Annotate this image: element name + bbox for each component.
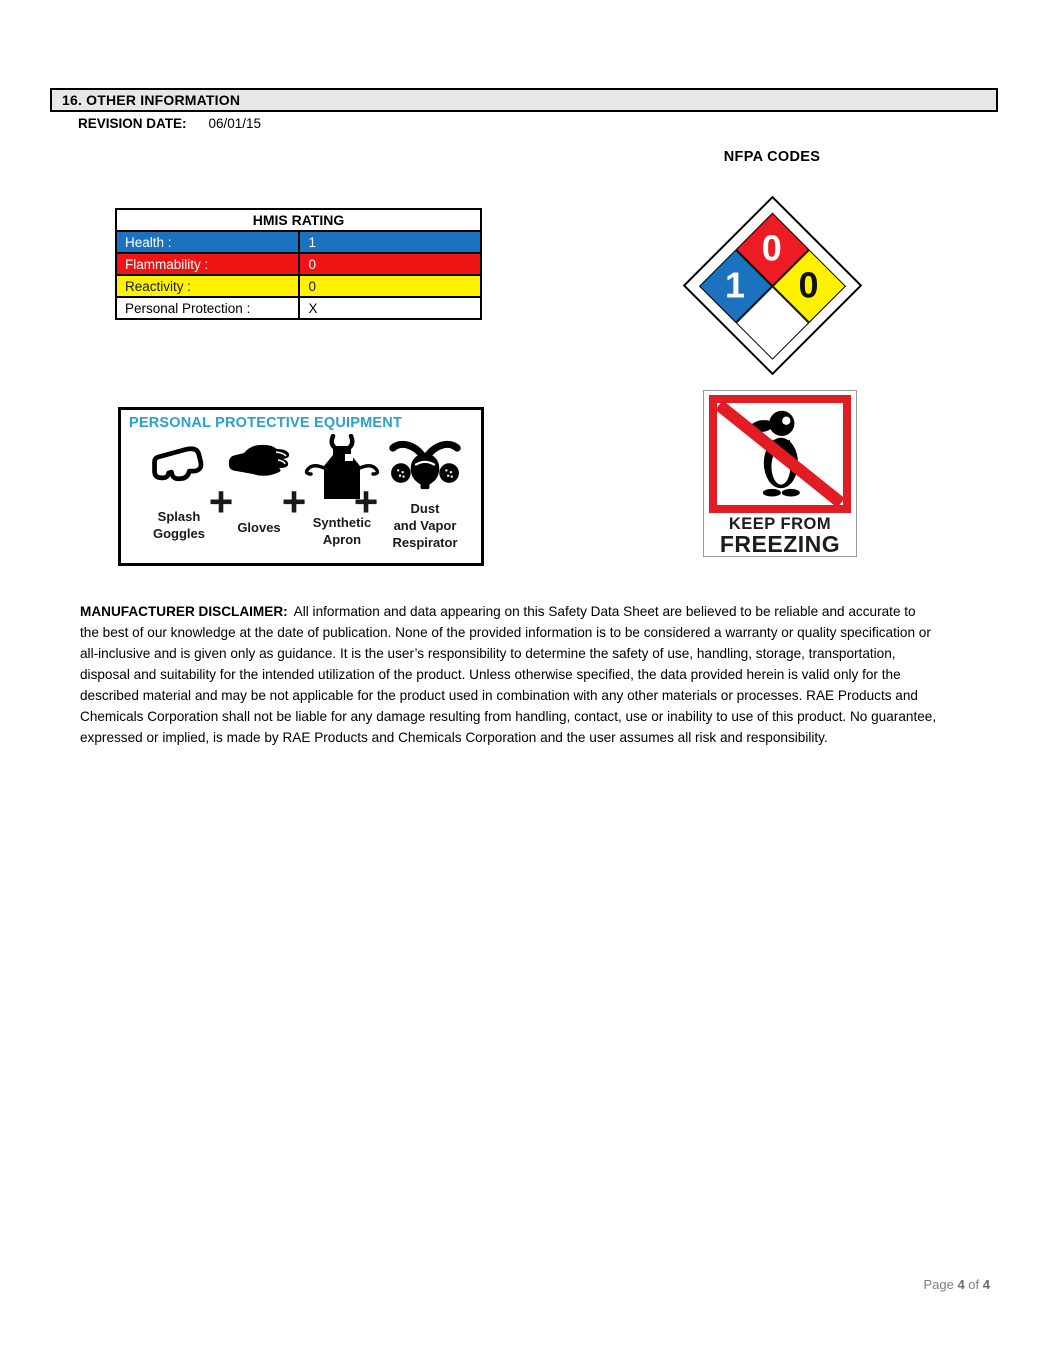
disclaimer-text: All information and data appearing on this Safety Data Sheet are believed to be reliable and accurate to the best of our knowledge at the date of publication. None of the provided information is to be considered a warranty or quality specification or all-inclusive and is given only as guidance. It is the user’s responsibility to determine the safety of use, handling, storage, transportation, disposal and suitability for the intended utilization of the product. Unless otherwise specified, the data provided herein is valid only for the described material and may be not applicable for the product used in combination with any other materials or processes. RAE Products and Chemicals Corporation shall not be liable for any damage resulting from handling, contact, use or inability to use of this product. No guarantee, expressed or implied, is made by RAE Products and Chemicals Corporation and the user assumes all risk and responsibility. <box>80 604 937 745</box>
hmis-health-value: 1 <box>299 231 482 253</box>
nfpa-diamond-outer <box>682 195 862 375</box>
freezing-line1: KEEP FROM <box>728 515 832 533</box>
ppe-label-splash-goggles: Splash Goggles <box>152 509 205 541</box>
plus-sign: + <box>281 478 307 525</box>
ppe-title: PERSONAL PROTECTIVE EQUIPMENT <box>129 415 403 431</box>
ppe-label-synthetic-apron: Synthetic Apron <box>312 515 372 547</box>
manufacturer-disclaimer <box>80 601 938 748</box>
section-header-bar <box>50 88 998 112</box>
hmis-row-personal-protection <box>116 297 481 319</box>
gloves-icon <box>226 440 292 482</box>
page-current: 4 <box>957 1277 965 1292</box>
ppe-item-respirator <box>377 440 473 551</box>
disclaimer-label: MANUFACTURER DISCLAIMER: <box>80 604 288 619</box>
revision-date-label: REVISION DATE: <box>78 116 187 131</box>
freezing-text <box>704 515 856 556</box>
hmis-personal-protection-label: Personal Protection : <box>116 297 299 319</box>
ppe-label-respirator: Dust and Vapor Respirator <box>392 501 458 550</box>
hmis-personal-protection-value: X <box>299 297 482 319</box>
plus-sign: + <box>353 478 379 525</box>
nfpa-health-value: 1 <box>725 264 746 305</box>
splash-goggles-icon <box>147 443 211 488</box>
hmis-rating-table <box>115 208 482 320</box>
revision-date-value: 06/01/15 <box>208 116 262 131</box>
page-number: Page 4 of 4 <box>923 1277 990 1292</box>
nfpa-diamond <box>681 194 863 376</box>
respirator-icon <box>384 440 466 490</box>
revision-date-row <box>78 116 261 131</box>
section-header-text: 16. OTHER INFORMATION <box>62 92 241 108</box>
nfpa-codes-title: NFPA CODES <box>723 149 821 165</box>
ppe-label-gloves: Gloves <box>237 520 281 535</box>
freezing-line2: FREEZING <box>719 531 841 557</box>
hmis-title: HMIS RATING <box>116 209 481 231</box>
hmis-row-flammability <box>116 253 481 275</box>
nfpa-diamond-grid <box>698 211 845 358</box>
hmis-reactivity-value: 0 <box>299 275 482 297</box>
prohibition-slash <box>717 403 843 505</box>
hmis-header-row <box>116 209 481 231</box>
hmis-flammability-label: Flammability : <box>116 253 299 275</box>
nfpa-flammability-value: 0 <box>761 227 783 269</box>
nfpa-reactivity-value: 0 <box>798 264 819 305</box>
keep-from-freezing-sign <box>703 390 857 557</box>
freezing-red-frame <box>709 395 851 513</box>
hmis-reactivity-label: Reactivity : <box>116 275 299 297</box>
hmis-flammability-value: 0 <box>299 253 482 275</box>
hmis-health-label: Health : <box>116 231 299 253</box>
hmis-row-reactivity <box>116 275 481 297</box>
ppe-box <box>118 407 484 566</box>
page-total: 4 <box>982 1277 990 1292</box>
plus-sign: + <box>208 478 234 525</box>
hmis-row-health <box>116 231 481 253</box>
